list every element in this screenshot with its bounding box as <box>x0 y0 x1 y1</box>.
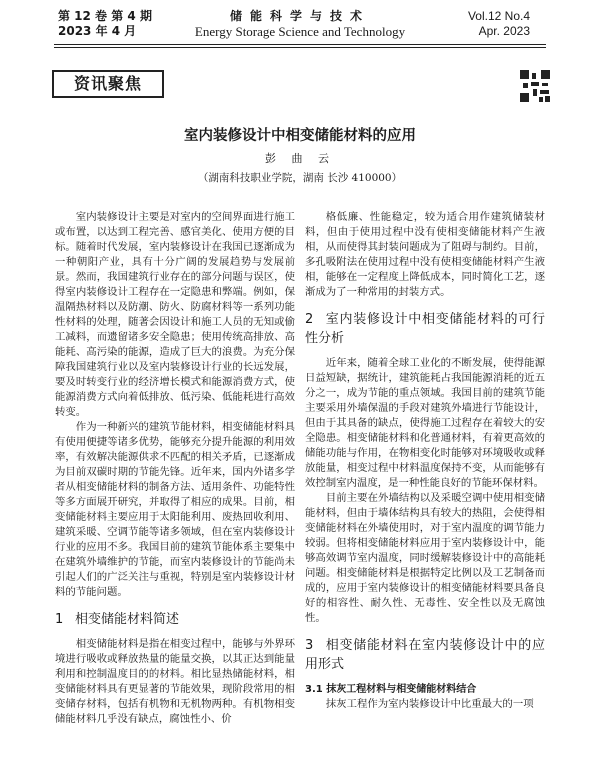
section-heading-1 <box>55 610 295 629</box>
section-label: 资讯聚焦 <box>52 70 164 98</box>
section-number: 3 <box>305 638 314 653</box>
paragraph: 作为一种新兴的建筑节能材料，相变储能材料具有使用便捷等诸多优势，能够充分提升能源的利用效率，有效解决能源供求不匹配的相关矛盾，已逐渐成为目前双碳时期的节能先锋。近年来，国内外诸多学者从相变储能材料的制备方法、适用条件、功能特性等多方面展开研究，并取得了相应的成果。目前，相变储能材料主要应用于太阳能利用、废热回收利用、建筑采暖、空调节能等诸多领域，但在室内装修设计行业的应用不多。我国目前的建筑节能体系主要集中在建筑外墙维护的节能，而室内装修设计的节能尚未引起人们的广泛关注与重视，特别是室内装修设计材料的节能问题。 <box>55 421 295 598</box>
paragraph: 室内装修设计主要是对室内的空间界面进行施工或布置，以达到工程完善、感官美化、使用方便的目标。随着时代发展，室内装修设计在我国已逐渐成为一种朝阳产业，具有十分广阔的发展趋势与发展前景。然而，我国建筑行业存在的部分问题与误区，使得室内装修设计工程存在一定隐患和弊端。例如，保温隔热材料以及防潮、防火、防腐材料等一系列功能性材料的处理，随著会因设计和施工人员的无知或偷工减料，而遗留诸多安全隐患；使用传统高排放、高能耗、高污染的能源，造成了巨大的浪费。为充分保障我国建筑行业以及室内装修设计行业的长远发展，要及时转变行业的经济增长模式和能源消费方式，使能源消费方式向着低排放、低污染、低能耗进行高效转变。 <box>55 211 295 418</box>
subsection-heading-3-1: 3.1 抹灰工程材料与相变储能材料结合 <box>305 684 477 695</box>
paragraph: 抹灰工程作为室内装修设计中比重最大的一项 <box>325 698 534 710</box>
affiliation: （湖南科技职业学院，湖南 长沙 410000） <box>197 172 403 184</box>
left-column <box>55 210 295 727</box>
qr-code-icon <box>520 70 550 102</box>
section-number: 2 <box>305 312 314 327</box>
header-rule <box>54 44 546 45</box>
volume-issue-en: Vol.12 No.4 <box>467 9 530 23</box>
article-title: 室内装修设计中相变储能材料的应用 <box>184 128 416 144</box>
section-title: 相变储能材料简述 <box>75 612 180 627</box>
paragraph: 近年来，随着全球工业化的不断发展，使得能源日益短缺，据统计，建筑能耗占我国能源消耗的近五分之一，成为节能的重点领域。我国目前的建筑节能主要采用外墙保温的手段对建筑外墙进行节能设计，但由于其具备的缺点，使得施工过程存在着较大的安全隐患。相变储能材料和化普通材料，有着更高效的储能功能与作用，在物相变化时能够对环境吸收或释放能量，相变过程中材料温度保持不变，从而能够有效控制室内温度，是一种性能良好的节能环保材料。 <box>305 357 545 489</box>
journal-header <box>0 0 600 44</box>
section-title: 相变储能材料在室内装修设计中的应用形式 <box>305 638 545 672</box>
journal-title-cn: 储能科学与技术 <box>229 9 370 23</box>
paragraph: 格低廉、性能稳定，较为适合用作建筑储装材料，但由于使用过程中没有使相变储能材料产生液相，从而使得其封装问题成为了阻碍与制约。目前，多孔吸附法在使用过程中没有使相变储能材料产生液相，能够在一定程度上降低成本，同时简化工艺，逐渐成为了一种常用的封装方式。 <box>305 211 545 298</box>
author: 彭 曲 云 <box>265 152 335 165</box>
header-rule-thin <box>54 47 546 48</box>
journal-title-en: Energy Storage Science and Technology <box>194 24 406 39</box>
volume-issue: 第 12 卷 第 4 期 <box>58 9 152 23</box>
paragraph: 目前主要在外墙结构以及采暖空调中使用相变储能材料，但由于墙体结构具有较大的热阻，会使得相变储能材料在外墙使用时，对于室内温度的调节能力较弱。但将相变储能材料应用于室内装修设计中，能够高效调节室内温度，同时缓解装修设计中的高能耗问题。相变储能材料是根据特定比例以及工艺制备而成的，应用于室内装修设计的相变储能材料要具备良好的相容性、耐久性、无毒性、安全性以及无腐蚀性。 <box>305 492 545 624</box>
volume-info-en <box>468 9 530 39</box>
section-number: 1 <box>55 612 64 627</box>
publication-date: 2023 年 4 月 <box>58 24 137 38</box>
publication-date-en: Apr. 2023 <box>478 24 530 38</box>
section-title: 室内装修设计中相变储能材料的可行性分析 <box>305 312 545 346</box>
section-heading-2 <box>305 310 545 348</box>
right-column <box>305 210 545 712</box>
paragraph: 相变储能材料是指在相变过程中，能够与外界环境进行吸收或释放热量的能量交换，以其正达到能量利用和控制温度目的的材料。相比显热储能材料，相变储能材料具有更显著的节能效果，现阶段常用的相变储存材料，包括有机物和无机物两种。有机物相变储能材料几乎没有缺点，腐蚀性小、价 <box>55 638 295 725</box>
section-heading-3 <box>305 636 545 674</box>
